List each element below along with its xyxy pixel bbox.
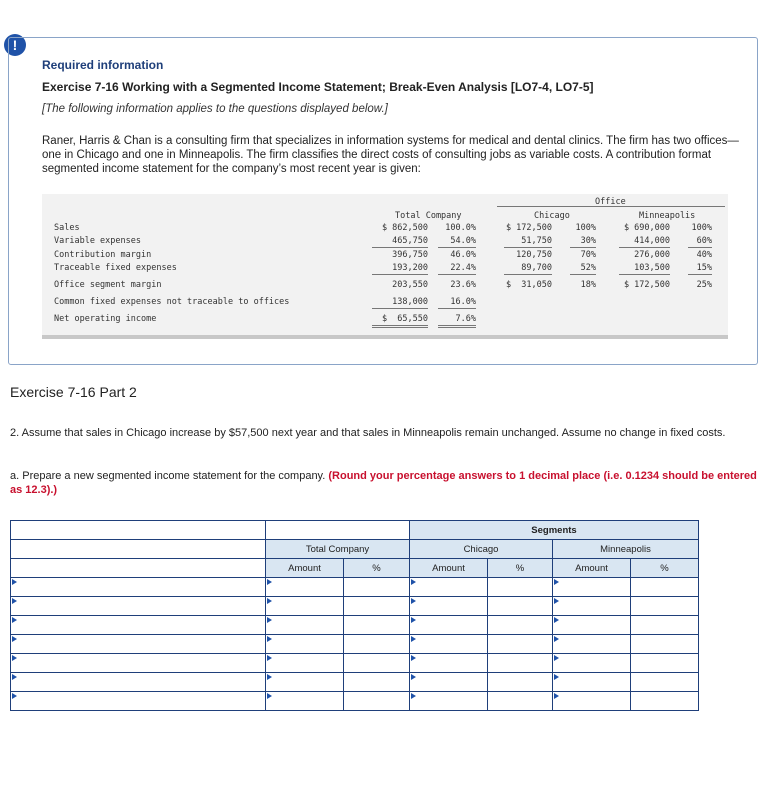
answer-input-total-amount[interactable] xyxy=(266,616,343,634)
answer-input-total-percent[interactable] xyxy=(344,654,409,672)
answer-input-minneapolis-percent[interactable] xyxy=(631,616,698,634)
answer-cell-chicago-percent xyxy=(488,635,553,654)
given-row-value: $ 172,500 xyxy=(623,280,670,290)
rounding-note: (Round your percentage answers to 1 decimal place (i.e. 0.1234 should be entered as 12.3).) xyxy=(10,470,757,496)
given-row-value: 25% xyxy=(696,280,712,290)
answer-cell-minneapolis-percent xyxy=(631,616,699,635)
answer-cell-total-percent xyxy=(344,654,410,673)
answer-cell-minneapolis-percent xyxy=(631,635,699,654)
answer-input-total-percent[interactable] xyxy=(344,616,409,634)
answer-input-chicago-amount[interactable] xyxy=(410,654,487,672)
answer-cell-label xyxy=(11,616,266,635)
answer-cell-label xyxy=(11,597,266,616)
answer-cell-chicago-percent xyxy=(488,597,553,616)
answer-cell-chicago-percent xyxy=(488,673,553,692)
answer-cell-total-percent xyxy=(344,578,410,597)
answer-input-label[interactable] xyxy=(11,616,265,634)
input-marker-icon xyxy=(554,655,559,661)
answer-input-minneapolis-percent[interactable] xyxy=(631,692,698,710)
answer-input-total-amount[interactable] xyxy=(266,654,343,672)
total-company-header: Total Company xyxy=(395,211,462,221)
answer-row xyxy=(11,616,699,635)
question-2: 2. Assume that sales in Chicago increase by $57,500 next year and that sales in Minneapolis remain unchanged. Assume no change in fixed costs. xyxy=(10,427,726,439)
amount-header: Amount xyxy=(553,559,631,578)
dropdown-marker-icon xyxy=(12,693,17,699)
exercise-title: Exercise 7-16 Working with a Segmented Income Statement; Break-Even Analysis [LO7-4, LO7-5] xyxy=(42,80,594,94)
given-row-value: 465,750 xyxy=(392,236,428,246)
given-row-value: $ 65,550 xyxy=(381,314,428,324)
answer-input-minneapolis-percent[interactable] xyxy=(631,654,698,672)
given-row-value: 396,750 xyxy=(392,250,428,260)
total-company-column-header: Total Company xyxy=(266,540,410,559)
given-double-underline xyxy=(438,325,476,328)
answer-table xyxy=(10,520,699,711)
office-header: Office xyxy=(595,197,626,207)
blank-header-cell xyxy=(11,540,266,559)
input-marker-icon xyxy=(267,617,272,623)
answer-cell-minneapolis-percent xyxy=(631,673,699,692)
answer-cell-chicago-percent xyxy=(488,654,553,673)
given-row-value: 18% xyxy=(580,280,596,290)
answer-cell-label xyxy=(11,635,266,654)
given-row-value: 52% xyxy=(580,263,596,273)
answer-input-total-amount[interactable] xyxy=(266,692,343,710)
given-row-label: Office segment margin xyxy=(54,280,162,290)
given-row-value: 70% xyxy=(580,250,596,260)
input-marker-icon xyxy=(411,674,416,680)
answer-input-minneapolis-amount[interactable] xyxy=(553,597,630,615)
answer-cell-chicago-amount xyxy=(410,654,488,673)
answer-cell-chicago-percent xyxy=(488,692,553,711)
answer-input-chicago-amount[interactable] xyxy=(410,616,487,634)
given-row-value: 100% xyxy=(691,223,712,233)
input-marker-icon xyxy=(554,693,559,699)
answer-input-chicago-percent[interactable] xyxy=(488,673,552,691)
minneapolis-column-header: Minneapolis xyxy=(553,540,699,559)
answer-input-chicago-percent[interactable] xyxy=(488,654,552,672)
input-marker-icon xyxy=(411,617,416,623)
answer-cell-total-percent xyxy=(344,635,410,654)
given-row-label: Traceable fixed expenses xyxy=(54,263,177,273)
answer-input-total-amount[interactable] xyxy=(266,673,343,691)
input-marker-icon xyxy=(267,579,272,585)
answer-cell-total-amount xyxy=(266,635,344,654)
answer-cell-minneapolis-amount xyxy=(553,692,631,711)
answer-cell-minneapolis-amount xyxy=(553,635,631,654)
input-marker-icon xyxy=(267,693,272,699)
given-row-value: 54.0% xyxy=(450,236,476,246)
answer-input-chicago-amount[interactable] xyxy=(410,673,487,691)
answer-cell-minneapolis-amount xyxy=(553,578,631,597)
given-underline xyxy=(372,247,428,248)
question-a xyxy=(10,469,766,497)
input-marker-icon xyxy=(267,655,272,661)
given-row-value: $ 172,500 xyxy=(505,223,552,233)
input-marker-icon xyxy=(267,598,272,604)
answer-input-label[interactable] xyxy=(11,673,265,691)
given-row-value: $ 31,050 xyxy=(505,280,552,290)
percent-header: % xyxy=(344,559,410,578)
given-row-value: 7.6% xyxy=(455,314,476,324)
answer-cell-chicago-amount xyxy=(410,616,488,635)
answer-cell-label xyxy=(11,654,266,673)
given-row-value: 100.0% xyxy=(445,223,476,233)
chicago-header: Chicago xyxy=(534,211,570,221)
answer-cell-chicago-percent xyxy=(488,616,553,635)
answer-input-label[interactable] xyxy=(11,578,265,596)
given-row-value: 203,550 xyxy=(392,280,428,290)
amount-header: Amount xyxy=(266,559,344,578)
answer-cell-minneapolis-amount xyxy=(553,654,631,673)
minneapolis-header: Minneapolis xyxy=(639,211,696,221)
answer-cell-chicago-amount xyxy=(410,635,488,654)
answer-cell-label xyxy=(11,692,266,711)
given-underline xyxy=(688,274,712,275)
given-row-value: 40% xyxy=(696,250,712,260)
answer-input-chicago-percent[interactable] xyxy=(488,616,552,634)
dropdown-marker-icon xyxy=(12,655,17,661)
answer-input-label[interactable] xyxy=(11,597,265,615)
given-underline xyxy=(438,308,476,309)
problem-description: Raner, Harris & Chan is a consulting firm that specializes in information systems for medical and dental clinics. The firm has two offices—one in Chicago and one in Minneapolis. The firm classifies the direct costs of consulting jobs as variable costs. A contribution format segmented income statement for the company’s most recent year is given: xyxy=(42,135,739,175)
dropdown-marker-icon xyxy=(12,617,17,623)
answer-rows xyxy=(11,578,699,711)
answer-cell-label xyxy=(11,578,266,597)
given-row-value: 22.4% xyxy=(450,263,476,273)
input-marker-icon xyxy=(411,598,416,604)
answer-input-label[interactable] xyxy=(11,654,265,672)
given-row-value: $ 690,000 xyxy=(623,223,670,233)
answer-cell-minneapolis-amount xyxy=(553,597,631,616)
answer-input-total-percent[interactable] xyxy=(344,578,409,596)
given-row-value: 103,500 xyxy=(634,263,670,273)
answer-input-total-percent[interactable] xyxy=(344,635,409,653)
answer-cell-chicago-percent xyxy=(488,578,553,597)
answer-input-minneapolis-percent[interactable] xyxy=(631,673,698,691)
answer-cell-minneapolis-percent xyxy=(631,692,699,711)
answer-input-minneapolis-percent[interactable] xyxy=(631,578,698,596)
answer-row xyxy=(11,635,699,654)
given-row-value: 414,000 xyxy=(634,236,670,246)
answer-row xyxy=(11,673,699,692)
given-underline xyxy=(438,274,476,275)
given-underline xyxy=(372,308,428,309)
answer-row xyxy=(11,654,699,673)
blank-header-cell xyxy=(11,559,266,578)
answer-input-minneapolis-amount[interactable] xyxy=(553,673,630,691)
input-marker-icon xyxy=(267,674,272,680)
given-double-underline xyxy=(372,325,428,328)
required-information-heading: Required information xyxy=(42,58,164,72)
part-title: Exercise 7-16 Part 2 xyxy=(10,384,137,400)
given-row-value: 100% xyxy=(575,223,596,233)
percent-header: % xyxy=(631,559,699,578)
amount-header: Amount xyxy=(410,559,488,578)
given-underline xyxy=(619,274,670,275)
given-underline xyxy=(688,247,712,248)
given-row-value: 60% xyxy=(696,236,712,246)
input-marker-icon xyxy=(554,636,559,642)
input-marker-icon xyxy=(411,693,416,699)
answer-cell-chicago-amount xyxy=(410,692,488,711)
dropdown-marker-icon xyxy=(12,674,17,680)
segments-header: Segments xyxy=(410,521,699,540)
input-marker-icon xyxy=(554,598,559,604)
given-row-value: 46.0% xyxy=(450,250,476,260)
answer-cell-total-percent xyxy=(344,673,410,692)
answer-input-chicago-percent[interactable] xyxy=(488,635,552,653)
answer-cell-total-percent xyxy=(344,692,410,711)
answer-row xyxy=(11,597,699,616)
given-row-value: 138,000 xyxy=(392,297,428,307)
answer-cell-total-amount xyxy=(266,654,344,673)
input-marker-icon xyxy=(554,674,559,680)
input-marker-icon xyxy=(411,579,416,585)
input-marker-icon xyxy=(411,655,416,661)
answer-input-chicago-percent[interactable] xyxy=(488,578,552,596)
given-row-value: 120,750 xyxy=(516,250,552,260)
answer-cell-total-percent xyxy=(344,616,410,635)
given-row-label: Sales xyxy=(54,223,80,233)
answer-row xyxy=(11,578,699,597)
answer-row xyxy=(11,692,699,711)
given-row-value: 51,750 xyxy=(521,236,552,246)
answer-cell-total-amount xyxy=(266,578,344,597)
input-marker-icon xyxy=(554,617,559,623)
dropdown-marker-icon xyxy=(12,636,17,642)
answer-cell-minneapolis-amount xyxy=(553,673,631,692)
answer-input-total-percent[interactable] xyxy=(344,597,409,615)
answer-input-chicago-amount[interactable] xyxy=(410,597,487,615)
answer-cell-minneapolis-percent xyxy=(631,654,699,673)
answer-cell-chicago-amount xyxy=(410,597,488,616)
given-row-label: Variable expenses xyxy=(54,236,141,246)
given-underline xyxy=(570,247,596,248)
given-income-statement xyxy=(42,194,728,339)
given-row-value: 16.0% xyxy=(450,297,476,307)
given-underline xyxy=(504,274,552,275)
answer-input-minneapolis-amount[interactable] xyxy=(553,616,630,634)
answer-input-minneapolis-percent[interactable] xyxy=(631,635,698,653)
answer-input-chicago-amount[interactable] xyxy=(410,635,487,653)
answer-cell-minneapolis-percent xyxy=(631,578,699,597)
given-row-value: 15% xyxy=(696,263,712,273)
input-marker-icon xyxy=(554,579,559,585)
answer-cell-total-amount xyxy=(266,673,344,692)
following-note: [The following information applies to the questions displayed below.] xyxy=(42,103,388,115)
answer-input-minneapolis-amount[interactable] xyxy=(553,635,630,653)
scroll-strip xyxy=(42,335,728,339)
answer-input-minneapolis-amount[interactable] xyxy=(553,578,630,596)
given-underline xyxy=(438,247,476,248)
input-marker-icon xyxy=(411,636,416,642)
answer-cell-minneapolis-percent xyxy=(631,597,699,616)
dropdown-marker-icon xyxy=(12,579,17,585)
answer-input-chicago-percent[interactable] xyxy=(488,692,552,710)
answer-input-label[interactable] xyxy=(11,635,265,653)
answer-input-minneapolis-amount[interactable] xyxy=(553,654,630,672)
office-underline xyxy=(497,206,725,207)
given-row-value: 276,000 xyxy=(634,250,670,260)
answer-input-total-percent[interactable] xyxy=(344,673,409,691)
answer-input-total-percent[interactable] xyxy=(344,692,409,710)
answer-cell-minneapolis-amount xyxy=(553,616,631,635)
input-marker-icon xyxy=(267,636,272,642)
given-underline xyxy=(619,247,670,248)
given-row-value: 89,700 xyxy=(521,263,552,273)
answer-input-minneapolis-amount[interactable] xyxy=(553,692,630,710)
answer-input-total-amount[interactable] xyxy=(266,578,343,596)
answer-cell-chicago-amount xyxy=(410,673,488,692)
answer-input-chicago-percent[interactable] xyxy=(488,597,552,615)
answer-cell-total-amount xyxy=(266,616,344,635)
given-row-value: 23.6% xyxy=(450,280,476,290)
answer-input-label[interactable] xyxy=(11,692,265,710)
given-row-value: $ 862,500 xyxy=(381,223,428,233)
answer-input-minneapolis-percent[interactable] xyxy=(631,597,698,615)
chicago-column-header: Chicago xyxy=(410,540,553,559)
answer-cell-total-amount xyxy=(266,692,344,711)
answer-input-chicago-amount[interactable] xyxy=(410,578,487,596)
answer-cell-total-percent xyxy=(344,597,410,616)
given-row-label: Net operating income xyxy=(54,314,157,324)
answer-input-chicago-amount[interactable] xyxy=(410,692,487,710)
blank-header-cell xyxy=(11,521,266,540)
percent-header: % xyxy=(488,559,553,578)
dropdown-marker-icon xyxy=(12,598,17,604)
given-row-value: 30% xyxy=(580,236,596,246)
given-row-label: Common fixed expenses not traceable to offices xyxy=(54,297,290,307)
given-underline xyxy=(570,274,596,275)
given-underline xyxy=(504,247,552,248)
alert-icon: ! xyxy=(4,34,26,56)
answer-cell-total-amount xyxy=(266,597,344,616)
question-a-text: a. Prepare a new segmented income statement for the company. xyxy=(10,470,326,482)
given-row-value: 193,200 xyxy=(392,263,428,273)
answer-cell-label xyxy=(11,673,266,692)
answer-input-total-amount[interactable] xyxy=(266,635,343,653)
blank-header-cell xyxy=(266,521,410,540)
answer-input-total-amount[interactable] xyxy=(266,597,343,615)
given-row-label: Contribution margin xyxy=(54,250,152,260)
answer-cell-chicago-amount xyxy=(410,578,488,597)
given-underline xyxy=(372,274,428,275)
